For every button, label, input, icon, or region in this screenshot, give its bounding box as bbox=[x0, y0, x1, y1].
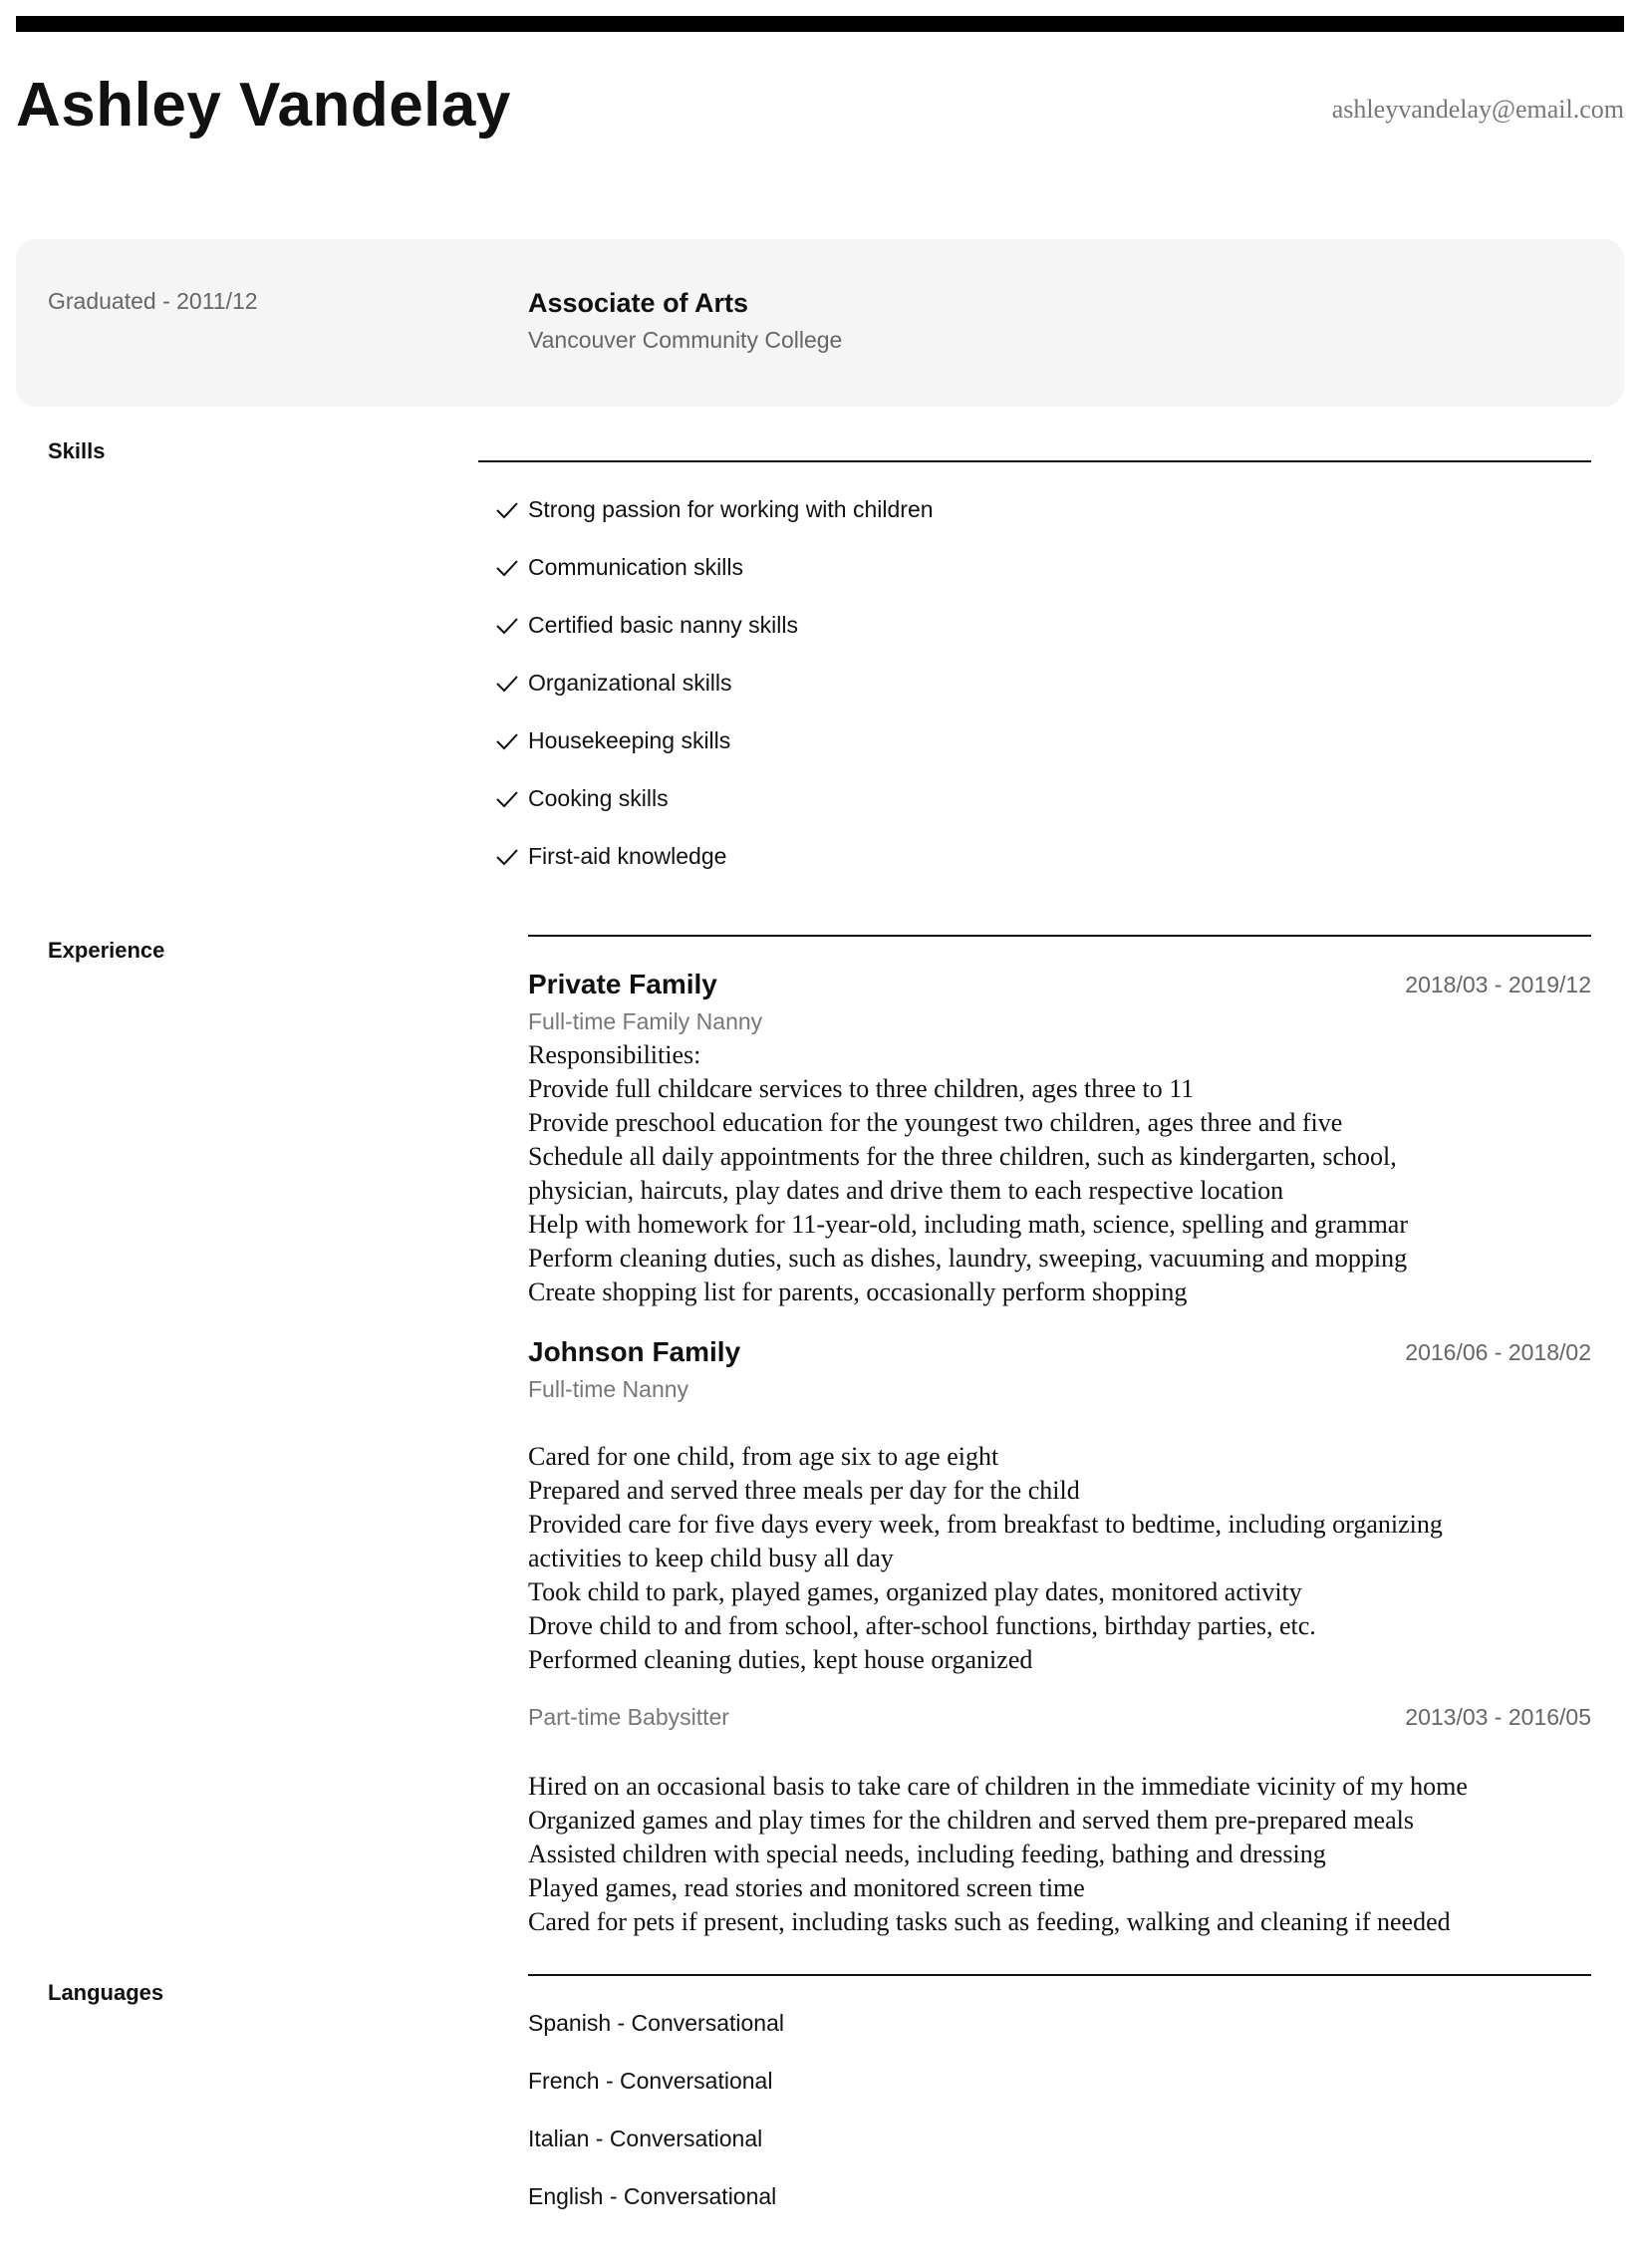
job-title: Full-time Family Nanny bbox=[528, 1008, 763, 1034]
check-icon bbox=[494, 789, 520, 809]
description-line: Cared for pets if present, including tasks such as feeding, walking and cleaning if needed bbox=[528, 1907, 1451, 1936]
skill-item bbox=[494, 727, 730, 754]
skill-label: First-aid knowledge bbox=[528, 843, 727, 869]
description-line: Provided care for five days every week, from breakfast to bedtime, including organizing bbox=[528, 1510, 1443, 1539]
degree: Associate of Arts bbox=[528, 288, 749, 318]
skills-divider bbox=[478, 460, 1591, 462]
language-item: English - Conversational bbox=[528, 2183, 777, 2209]
job-entry bbox=[528, 1332, 1591, 1677]
check-icon bbox=[494, 558, 520, 578]
skill-label: Strong passion for working with children bbox=[528, 496, 934, 522]
languages-heading: Languages bbox=[48, 1980, 164, 2005]
skill-label: Communication skills bbox=[528, 554, 744, 580]
description-line: Drove child to and from school, after-school functions, birthday parties, etc. bbox=[528, 1611, 1316, 1640]
job-employer: Private Family bbox=[528, 969, 717, 999]
experience-divider bbox=[528, 935, 1591, 937]
language-item: French - Conversational bbox=[528, 2068, 773, 2094]
description-line: Hired on an occasional basis to take care of children in the immediate vicinity of my home bbox=[528, 1772, 1468, 1801]
language-item: Spanish - Conversational bbox=[528, 2010, 784, 2036]
check-icon bbox=[494, 847, 520, 867]
description-line: Responsibilities: bbox=[528, 1040, 701, 1069]
description-line: Performed cleaning duties, kept house organized bbox=[528, 1645, 1033, 1674]
description-line: Create shopping list for parents, occasionally perform shopping bbox=[528, 1277, 1188, 1306]
skill-item bbox=[494, 496, 934, 523]
check-icon bbox=[494, 674, 520, 694]
description-line: Organized games and play times for the children and served them pre-prepared meals bbox=[528, 1806, 1414, 1835]
job-dates: 2016/06 - 2018/02 bbox=[1405, 1339, 1591, 1365]
description-line: Provide full childcare services to three children, ages three to 11 bbox=[528, 1074, 1195, 1103]
job-description bbox=[528, 1038, 1591, 1309]
languages-divider bbox=[528, 1974, 1591, 1976]
job-entry bbox=[528, 965, 1591, 1309]
skill-label: Organizational skills bbox=[528, 670, 732, 696]
description-line: Schedule all daily appointments for the three children, such as kindergarten, school, bbox=[528, 1142, 1397, 1171]
job-employer: Johnson Family bbox=[528, 1336, 741, 1367]
description-line: Cared for one child, from age six to age eight bbox=[528, 1442, 999, 1471]
check-icon bbox=[494, 500, 520, 520]
description-line: Took child to park, played games, organized play dates, monitored activity bbox=[528, 1577, 1302, 1606]
job-description bbox=[528, 1440, 1591, 1677]
top-bar bbox=[16, 16, 1624, 32]
description-line: Played games, read stories and monitored screen time bbox=[528, 1873, 1085, 1902]
experience-heading: Experience bbox=[48, 938, 165, 963]
description-line: Perform cleaning duties, such as dishes, laundry, sweeping, vacuuming and mopping bbox=[528, 1244, 1408, 1273]
candidate-name: Ashley Vandelay bbox=[16, 71, 511, 140]
job-entry bbox=[528, 1700, 1591, 1939]
description-line: Assisted children with special needs, including feeding, bathing and dressing bbox=[528, 1840, 1326, 1868]
language-item: Italian - Conversational bbox=[528, 2126, 763, 2151]
skill-item bbox=[494, 843, 726, 870]
email-link[interactable]: ashleyvandelay@email.com bbox=[1331, 95, 1624, 124]
skill-label: Certified basic nanny skills bbox=[528, 612, 799, 638]
job-description bbox=[528, 1770, 1591, 1939]
job-dates: 2018/03 - 2019/12 bbox=[1405, 972, 1591, 997]
job-title: Part-time Babysitter bbox=[528, 1704, 729, 1730]
job-title: Full-time Nanny bbox=[528, 1376, 689, 1402]
skills-heading: Skills bbox=[48, 438, 106, 463]
skill-label: Cooking skills bbox=[528, 785, 669, 811]
description-line: Prepared and served three meals per day for the child bbox=[528, 1476, 1080, 1505]
check-icon bbox=[494, 731, 520, 751]
description-line: physician, haircuts, play dates and drive them to each respective location bbox=[528, 1176, 1284, 1205]
skill-item bbox=[494, 612, 798, 639]
graduation-date: Graduated - 2011/12 bbox=[48, 288, 258, 314]
skill-item bbox=[494, 554, 743, 581]
check-icon bbox=[494, 616, 520, 636]
education-card bbox=[16, 239, 1624, 407]
description-line: Help with homework for 11-year-old, including math, science, spelling and grammar bbox=[528, 1210, 1408, 1239]
description-line: activities to keep child busy all day bbox=[528, 1544, 894, 1572]
skill-item bbox=[494, 785, 669, 812]
job-dates: 2013/03 - 2016/05 bbox=[1405, 1704, 1591, 1730]
skill-label: Housekeeping skills bbox=[528, 727, 731, 753]
skill-item bbox=[494, 670, 732, 697]
description-line: Provide preschool education for the youngest two children, ages three and five bbox=[528, 1108, 1343, 1137]
school: Vancouver Community College bbox=[528, 327, 843, 353]
